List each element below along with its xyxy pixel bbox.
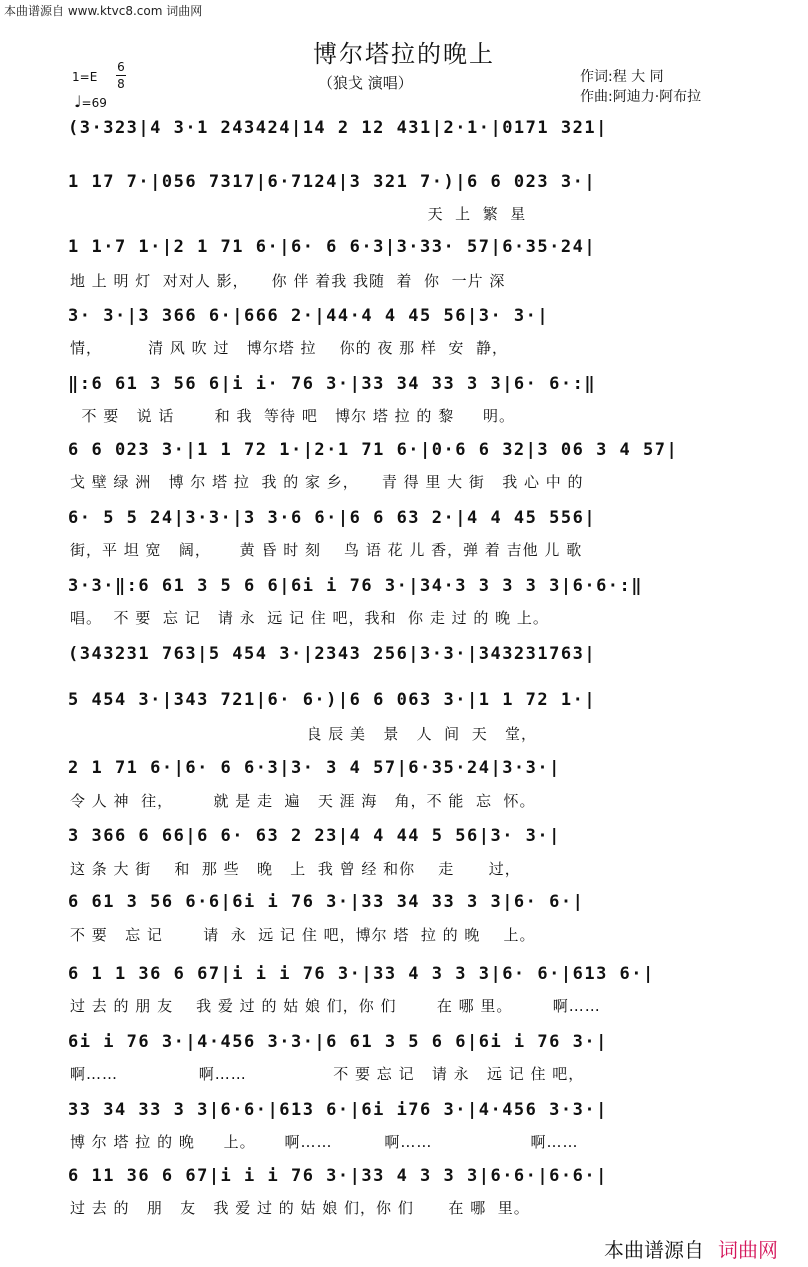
score-line-10: 5 454 3·|343 721|6· 6·)|6 6 063 3·|1 1 72 1·|	[68, 690, 597, 710]
score-line-15: 6i i 76 3·|4·456 3·3·|6 61 3 5 6 6|6i i 76 3·|	[68, 1032, 608, 1052]
score-line-5: ‖:6 61 3 56 6|i i· 76 3·|33 34 33 3 3|6· 6·:‖	[68, 374, 597, 394]
time-signature-top: 6	[117, 60, 125, 74]
score-line-14: 6 1 1 36 6 67|i i i 76 3·|33 4 3 3 3|6· 6·|613 6·|	[68, 964, 655, 984]
score-line-16: 33 34 33 3 3|6·6·|613 6·|6i i76 3·|4·456 3·3·|	[68, 1100, 608, 1120]
footer-attribution	[604, 1234, 778, 1263]
lyric-line-15: 啊…… 啊…… 不 要 忘 记 请 永 远 记 住 吧，	[70, 1065, 585, 1083]
time-signature	[116, 60, 126, 91]
lyric-line-4: 情， 清 风 吹 过 博尔塔 拉 你的 夜 那 样 安 静，	[70, 339, 508, 357]
lyric-line-14: 过 去 的 朋 友 我 爱 过 的 姑 娘 们，你 们 在 哪 里。 啊……	[70, 997, 601, 1015]
score-line-13: 6 61 3 56 6·6|6i i 76 3·|33 34 33 3 3|6· 6·|	[68, 892, 585, 912]
tempo-value: =69	[81, 96, 107, 110]
score-line-11: 2 1 71 6·|6· 6 6·3|3· 3 4 57|6·35·24|3·3·|	[68, 758, 561, 778]
lyric-line-11: 令 人 神 往， 就 是 走 遍 天 涯 海 角，不 能 忘 怀。	[70, 792, 536, 810]
footer-brand-link[interactable]: 词曲网	[718, 1238, 778, 1262]
lyric-line-13: 不 要 忘 记 请 永 远 记 住 吧，博尔 塔 拉 的 晚 上。	[70, 926, 536, 944]
lyricist-credit: 作词:程 大 同	[580, 69, 664, 85]
score-line-8: 3·3·‖:6 61 3 5 6 6|6i i 76 3·|34·3 3 3 3 3|6·6·:‖	[68, 576, 644, 596]
song-title: 博尔塔拉的晚上	[313, 40, 495, 68]
lyric-line-10: 良 辰 美 景 人 间 天 堂，	[70, 725, 538, 743]
footer-source: 本曲谱源自	[604, 1238, 704, 1262]
site-header-text: 本曲谱源自 www.ktvc8.com 词曲网	[4, 4, 203, 18]
time-signature-bottom: 8	[117, 77, 125, 91]
lyric-line-5: 不 要 说 话 和 我 等待 吧 博尔 塔 拉 的 黎 明。	[70, 407, 516, 425]
score-line-7: 6· 5 5 24|3·3·|3 3·6 6·|6 6 63 2·|4 4 45 556|	[68, 508, 597, 528]
lyric-line-8: 唱。 不 要 忘 记 请 永 远 记 住 吧，我和 你 走 过 的 晚 上。	[70, 609, 549, 627]
score-line-17: 6 11 36 6 67|i i i 76 3·|33 4 3 3 3|6·6·|6·6·|	[68, 1166, 608, 1186]
lyric-line-12: 这 条 大 街 和 那 些 晚 上 我 曾 经 和你 走 过，	[70, 860, 521, 878]
composer-credit: 作曲:阿迪力·阿布拉	[580, 89, 702, 105]
score-line-2: 1 17 7·|056 7317|6·7124|3 321 7·)|6 6 023 3·|	[68, 172, 597, 192]
lyric-line-17: 过 去 的 朋 友 我 爱 过 的 姑 娘 们，你 们 在 哪 里。	[70, 1199, 530, 1217]
lyric-line-16: 博 尔 塔 拉 的 晚 上。 啊…… 啊…… 啊……	[70, 1133, 579, 1151]
performer-note: （狼戈 演唱）	[318, 74, 413, 92]
score-line-12: 3 366 6 66|6 6· 63 2 23|4 4 44 5 56|3· 3·|	[68, 826, 561, 846]
lyric-line-3: 地 上 明 灯 对对人 影， 你 伴 着我 我随 着 你 一片 深	[70, 272, 506, 290]
lyric-line-7: 街，平 坦 宽 阔， 黄 昏 时 刻 鸟 语 花 儿 香，弹 着 吉他 儿 歌	[70, 541, 583, 559]
score-line-9: (343231 763|5 454 3·|2343 256|3·3·|343231763|	[68, 644, 597, 664]
score-line-4: 3· 3·|3 366 6·|666 2·|44·4 4 45 56|3· 3·|	[68, 306, 550, 326]
tempo-marking	[74, 92, 107, 111]
lyric-line-2: 天 上 繁 星	[70, 205, 527, 223]
key-signature: 1=E	[72, 70, 98, 84]
score-line-3: 1 1·7 1·|2 1 71 6·|6· 6 6·3|3·33· 57|6·35·24|	[68, 237, 597, 257]
score-line-1: (3·323|4 3·1 243424|14 2 12 431|2·1·|0171 321|	[68, 118, 608, 138]
score-line-6: 6 6 023 3·|1 1 72 1·|2·1 71 6·|0·6 6 32|3 06 3 4 57|	[68, 440, 679, 460]
quarter-note-icon: ♩	[74, 92, 82, 111]
lyric-line-6: 戈 壁 绿 洲 博 尔 塔 拉 我 的 家 乡， 青 得 里 大 街 我 心 中 的	[70, 473, 584, 491]
